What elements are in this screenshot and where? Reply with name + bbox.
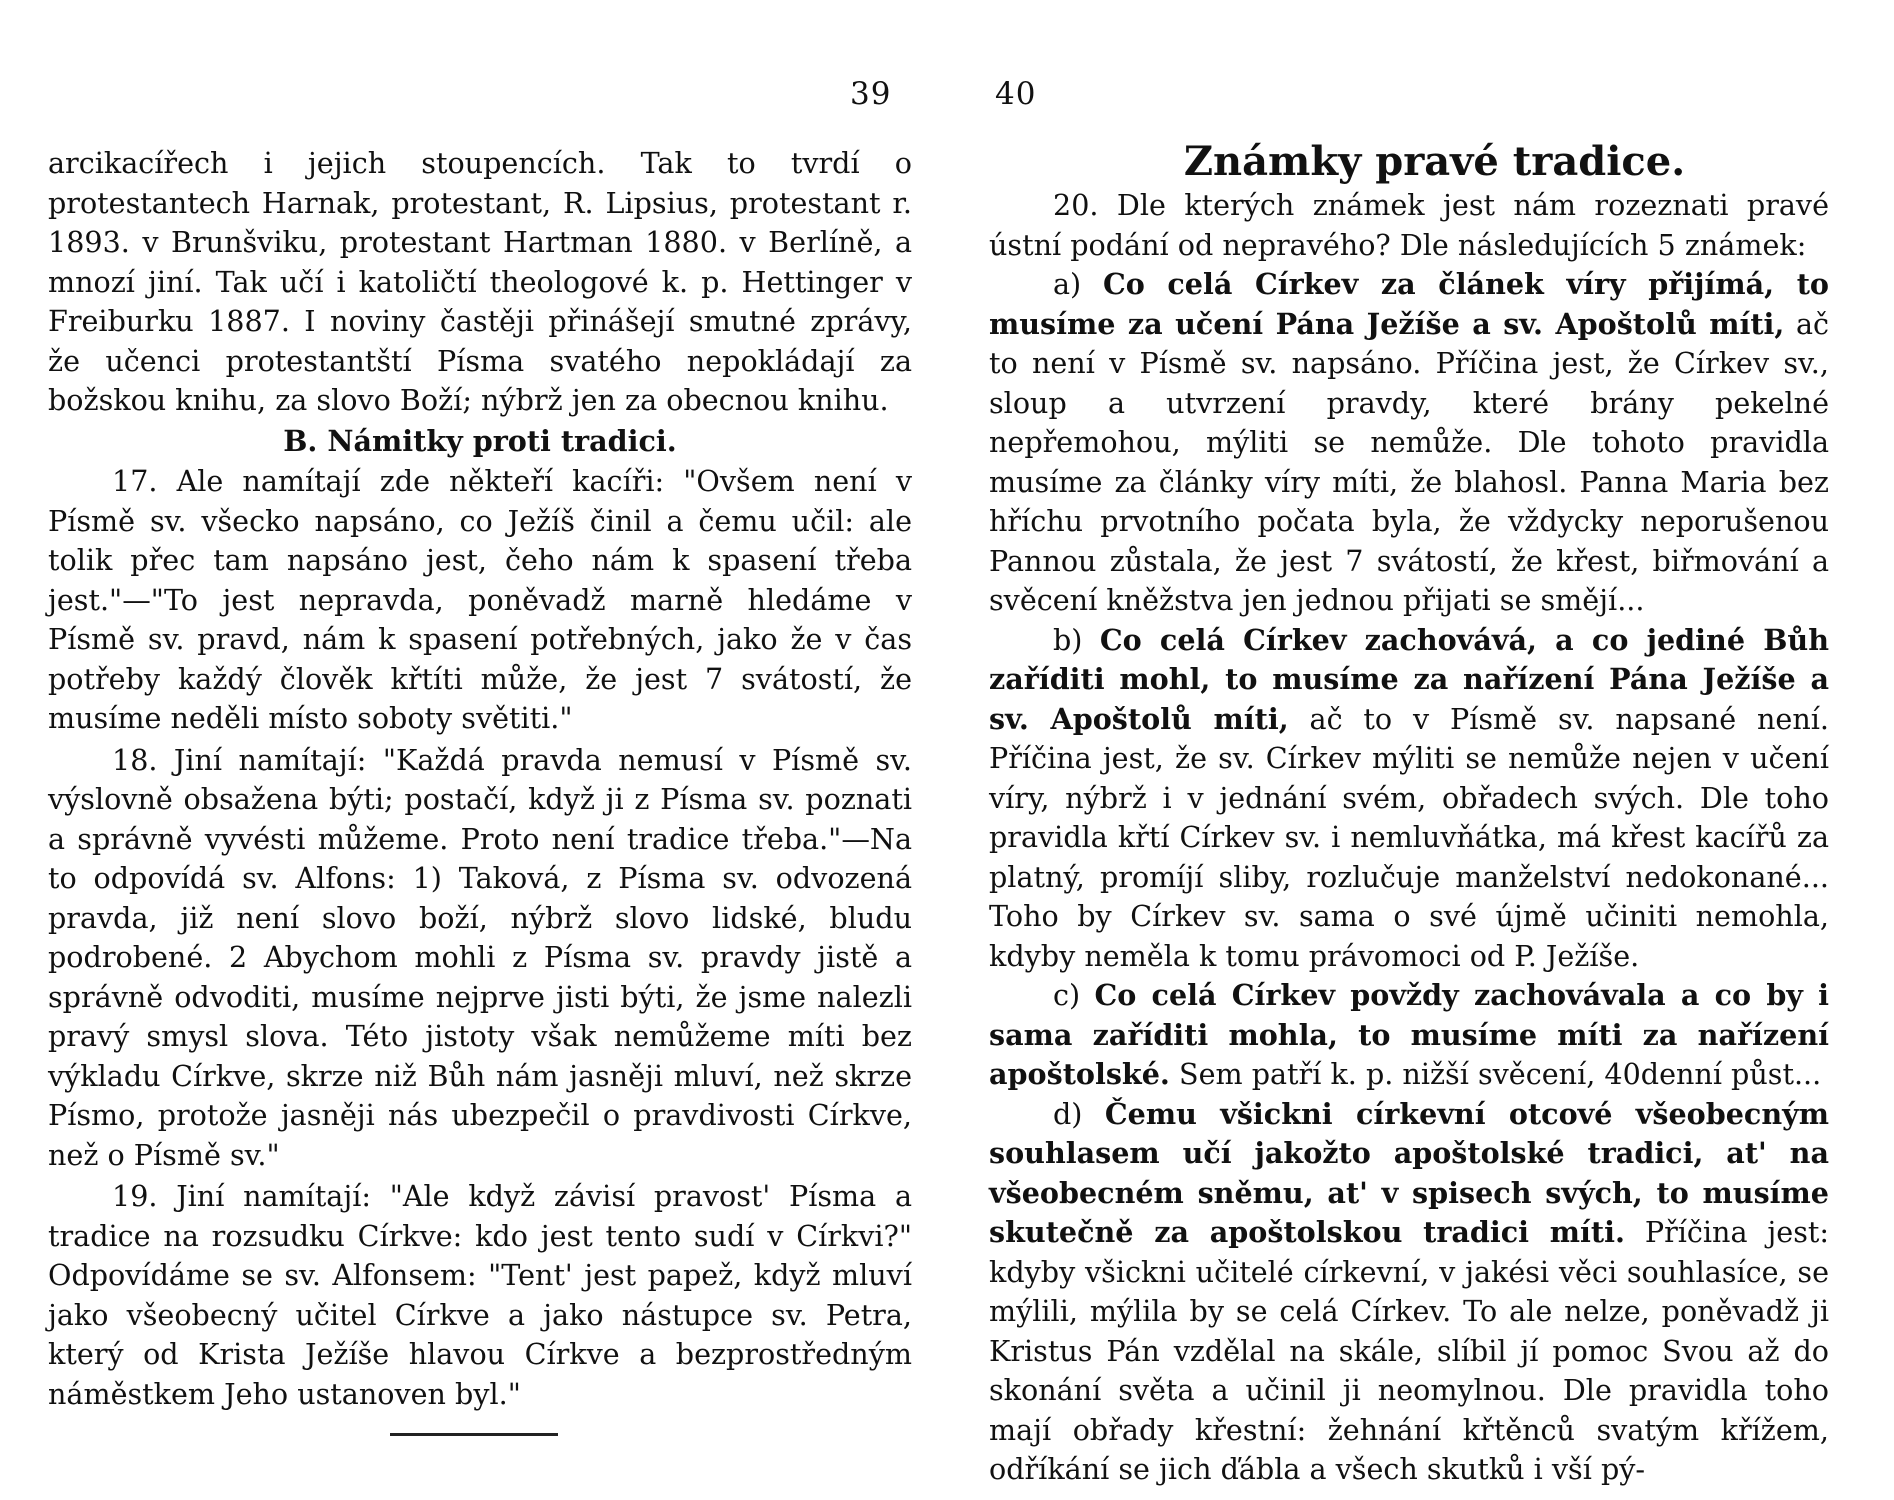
rule-b-statement: Co celá Církev zachovává, a co jediné Bůh zaříditi mohl, to musíme za nařízení Pána Ježíše a sv. Apoštolů míti, [989, 622, 1829, 736]
chapter-title: Známky pravé tradice. [1183, 138, 1686, 185]
left-page [0, 0, 945, 1500]
rule-c-statement: Co celá Církev povždy zachovávala a co by i sama zaříditi mohla, to musíme míti za nařízení apoštolské. [989, 978, 1829, 1091]
paragraph-20: 20. Dle kterých známek jest nám rozeznati pravé ústní podání od nepravého? Dle následujících 5 známek: [989, 188, 1829, 262]
rule-a-statement: Co celá Církev za článek víry přijímá, to musíme za učení Pána Ježíše a sv. Apoštolů míti, [989, 267, 1830, 341]
right-text-column [989, 186, 1829, 1490]
section-heading: B. Námitky proti tradici. [283, 423, 677, 458]
right-page-number: 40 [995, 76, 1037, 112]
rule-c-label: c) [1053, 978, 1081, 1012]
rule-b-text: ač to v Písmě sv. napsané není. Příčina jest, že sv. Církev mýliti se nemůže nejen v učení víry, nýbrž i v jednání svém, obřadech svých. Dle toho pravidla křtí Církev sv. i nemluvňátka, má křest kacířů za platný, promíjí sliby, rozlučuje manželství nedokonané... Toho by Církev sv. sama o své újmě učiniti nemohla, kdyby neměla k tomu právomoci od P. Ježíše. [989, 701, 1829, 973]
paragraph-18: 18. Jiní namítají: "Každá pravda nemusí v Písmě sv. výslovně obsažena býti; postačí, když ji z Písma sv. poznati a správně vyvésti můžeme. Proto není tradice třeba."—Na to odpovídá sv. Alfons: 1) Taková, z Písma sv. odvozená pravda, již není slovo boží, nýbrž slovo lidské, bludu podrobené. 2 Abychom mohli z Písma sv. pravdy jistě a správně odvoditi, musíme nejprve jisti býti, že jsme nalezli pravý smysl slova. Této jistoty však nemůžeme míti bez výkladu Církve, skrze niž Bůh nám jasněji mluví, než skrze Písmo, protože jasněji nás ubezpečil o pravdivosti Církve, než o Písmě sv." [48, 742, 912, 1172]
rule-a [989, 265, 1829, 621]
rule-d-text: Příčina jest: kdyby všickni učitelé církevní, v jakési věci souhlasíce, se mýlili, mýlila by se celá Církev. To ale nelze, poněvadž ji Kristus Pán vzdělal na skále, slíbil jí pomoc Svou až do skonání světa a učinil ji neomylnou. Dle pravidla toho mají obřady křestní: žehnání křtěnců svatým křížem, odříkání se jich ďábla a všech skutků i vší pý- [989, 1215, 1829, 1486]
left-page-number: 39 [850, 76, 892, 112]
rule-d [989, 1095, 1829, 1490]
rule-b [989, 621, 1829, 977]
paragraph-19: 19. Jiní namítají: "Ale když závisí pravost' Písma a tradice na rozsudku Církve: kdo jest tento sudí v Církvi?" Odpovídáme se sv. Alfonsem: "Tent' jest papež, když mluví jako všeobecný učitel Církve a jako nástupce sv. Petra, který od Krista Ježíše hlavou Církve a bezprostředným náměstkem Jeho ustanoven byl." [48, 1179, 912, 1411]
rule-c-text: Sem patří k. p. nižší svěcení, 40denní půst... [1178, 1057, 1822, 1091]
rule-b-label: b) [1053, 622, 1083, 657]
end-rule [390, 1433, 558, 1436]
rule-c [989, 976, 1829, 1095]
left-text-column [48, 144, 912, 1414]
paragraph-17: 17. Ale namítají zde někteří kacíři: "Ovšem není v Písmě sv. všecko napsáno, co Ježíš činil a čemu učil: ale tolik přec tam napsáno jest, čeho nám k spasení třeba jest."—"To jest nepravda, poněvadž marně hledáme v Písmě sv. pravd, nám k spasení potřebných, jako že v čas potřeby každý člověk křtíti může, že jest 7 svátostí, že musíme neděli místo soboty světiti." [48, 464, 912, 735]
rule-a-label: a) [1053, 267, 1082, 301]
right-page [975, 0, 1894, 1500]
rule-d-statement: Čemu všickni církevní otcové všeobecným souhlasem učí jakožto apoštolské tradici, at' na všeobecném sněmu, at' v spisech svých, to musíme skutečně za apoštolskou tradici míti. [989, 1096, 1830, 1249]
intro-paragraph: arcikacířech i jejich stoupencích. Tak to tvrdí o protestantech Harnak, protestant, R. Lipsius, protestant r. 1893. v Brunšviku, protestant Hartman 1880. v Berlíně, a mnozí jiní. Tak učí i katoličtí theologové k. p. Hettinger v Freiburku 1887. I noviny častěji přinášejí smutné zprávy, že učenci protestantští Písma svatého nepokládají za božskou knihu, za slovo Boží; nýbrž jen za obecnou knihu. [48, 146, 912, 417]
rule-a-text: ač to není v Písmě sv. napsáno. Příčina jest, že Církev sv., sloup a utvrzení pravdy, které brány pekelné nepřemohou, mýliti se nemůže. Dle tohoto pravidla musíme za články víry míti, že blahosl. Panna Maria bez hříchu prvotního počata byla, že vždycky neporušenou Pannou zůstala, že jest 7 svátostí, že křest, biřmování a svěcení kněžstva jen jednou přijati se smějí... [989, 306, 1829, 617]
rule-d-label: d) [1053, 1096, 1083, 1131]
